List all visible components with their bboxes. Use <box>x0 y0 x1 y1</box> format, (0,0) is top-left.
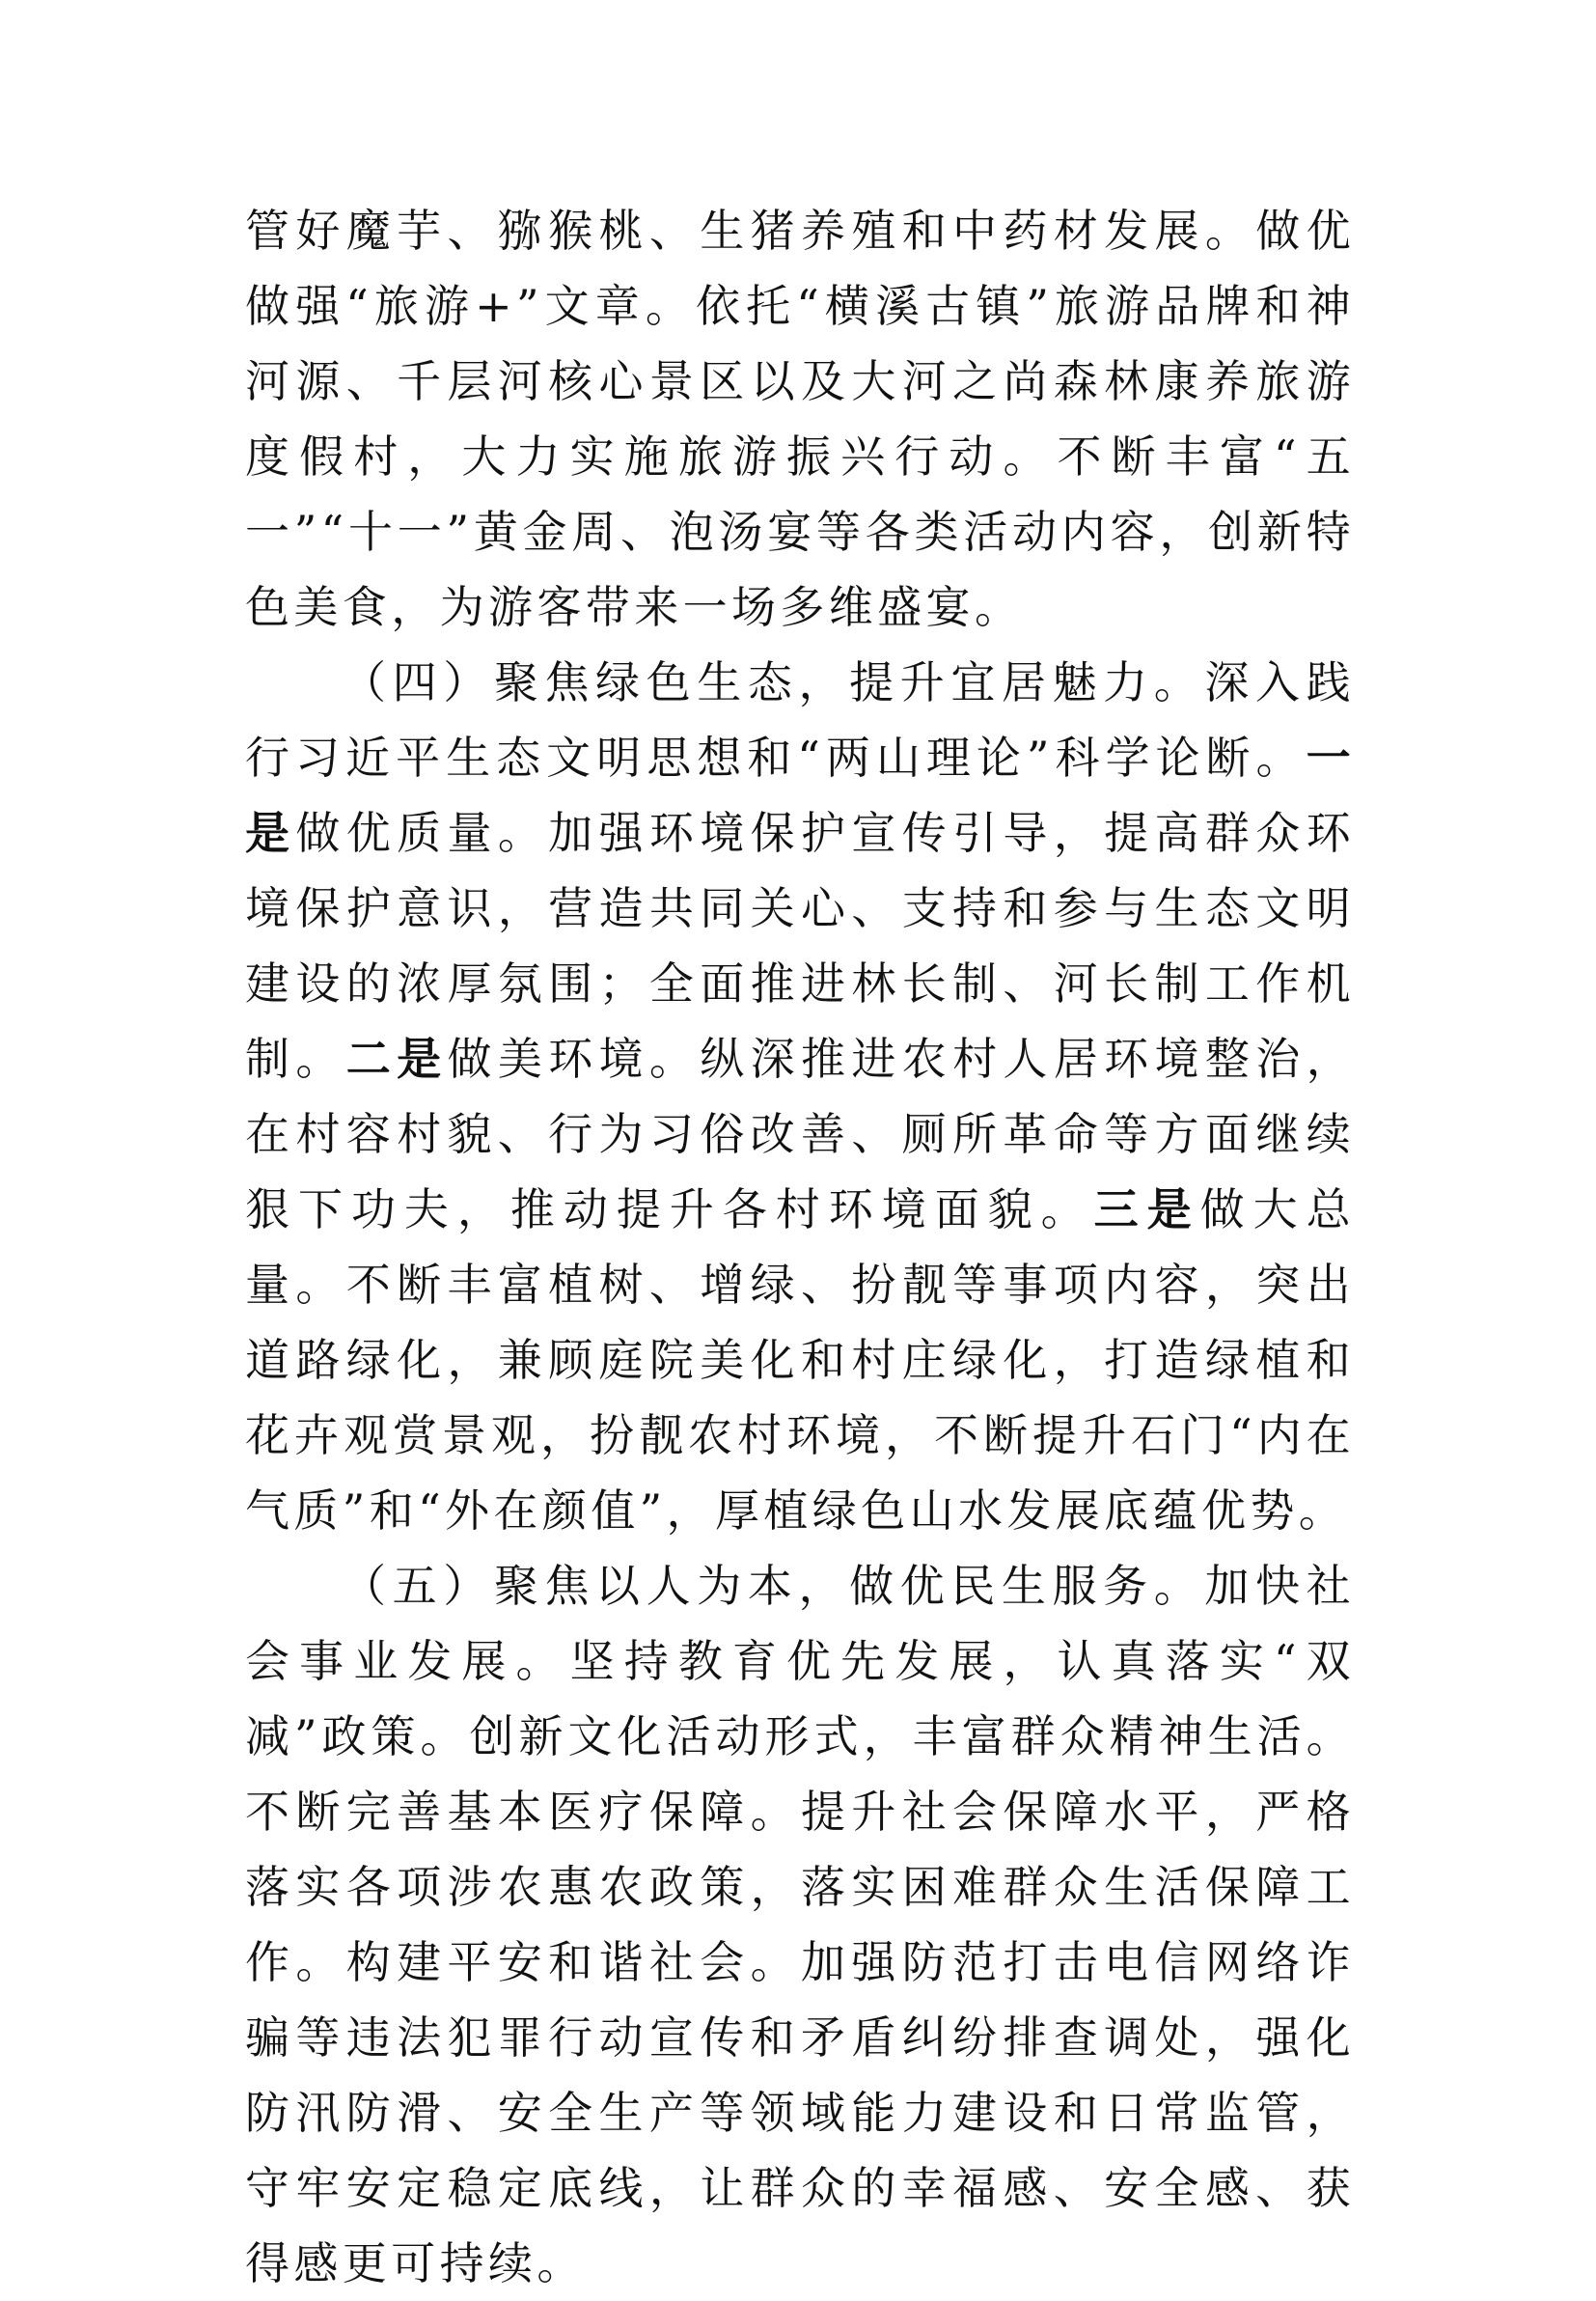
paragraph-text: 做优质量。加强环境保护宣传引导，提高群众环境保护意识，营造共同关心、支持和参与生态文明建设的浓厚氛围；全面推进林长制、河长制工作机制。 <box>245 807 1356 1085</box>
bold-marker-third: 三是 <box>1093 1183 1200 1235</box>
section-heading-five: （五）聚焦以人为本，做优民生服务。 <box>342 1560 1205 1612</box>
section-heading-four: （四）聚焦绿色生态，提升宜居魅力。 <box>342 656 1205 708</box>
paragraph-text: 做大总量。不断丰富植树、增绿、扮靓等事项内容，突出道路绿化，兼顾庭院美化和村庄绿化，打造绿植和花卉观赏景观，扮靓农村环境，不断提升石门“内在气质”和“外在颜值”，厚植绿色山水发展底蕴优势。 <box>245 1183 1355 1537</box>
paragraph-text: 深入践行习近平生态文明思想和“两山理论”科学论断。 <box>245 656 1355 784</box>
paragraph-people-livelihood <box>245 1548 1355 2301</box>
paragraph-tourism <box>245 193 1355 645</box>
bold-marker-second: 二是 <box>345 1033 448 1085</box>
paragraph-text: 做美环境。纵深推进农村人居环境整治，在村容村貌、行为习俗改善、厕所革命等方面继续狠下功夫，推动提升各村环境面貌。 <box>245 1033 1355 1235</box>
bold-marker-first: 一是 <box>245 732 1355 859</box>
document-body <box>245 193 1355 2301</box>
paragraph-green-ecology <box>245 645 1355 1548</box>
paragraph-text: 管好魔芋、猕猴桃、生猪养殖和中药材发展。做优做强“旅游+”文章。依托“横溪古镇”旅游品牌和神河源、千层河核心景区以及大河之尚森林康养旅游度假村，大力实施旅游振兴行动。不断丰富“五一”“十一”黄金周、泡汤宴等各类活动内容，创新特色美食，为游客带来一场多维盛宴。 <box>245 205 1355 633</box>
paragraph-text: 加快社会事业发展。坚持教育优先发展，认真落实“双减”政策。创新文化活动形式，丰富群众精神生活。不断完善基本医疗保障。提升社会保障水平，严格落实各项涉农惠农政策，落实困难群众生活保障工作。构建平安和谐社会。加强防范打击电信网络诈骗等违法犯罪行动宣传和矛盾纠纷排查调处，强化防汛防滑、安全生产等领域能力建设和日常监管，守牢安定稳定底线，让群众的幸福感、安全感、获得感更可持续。 <box>245 1560 1355 2289</box>
